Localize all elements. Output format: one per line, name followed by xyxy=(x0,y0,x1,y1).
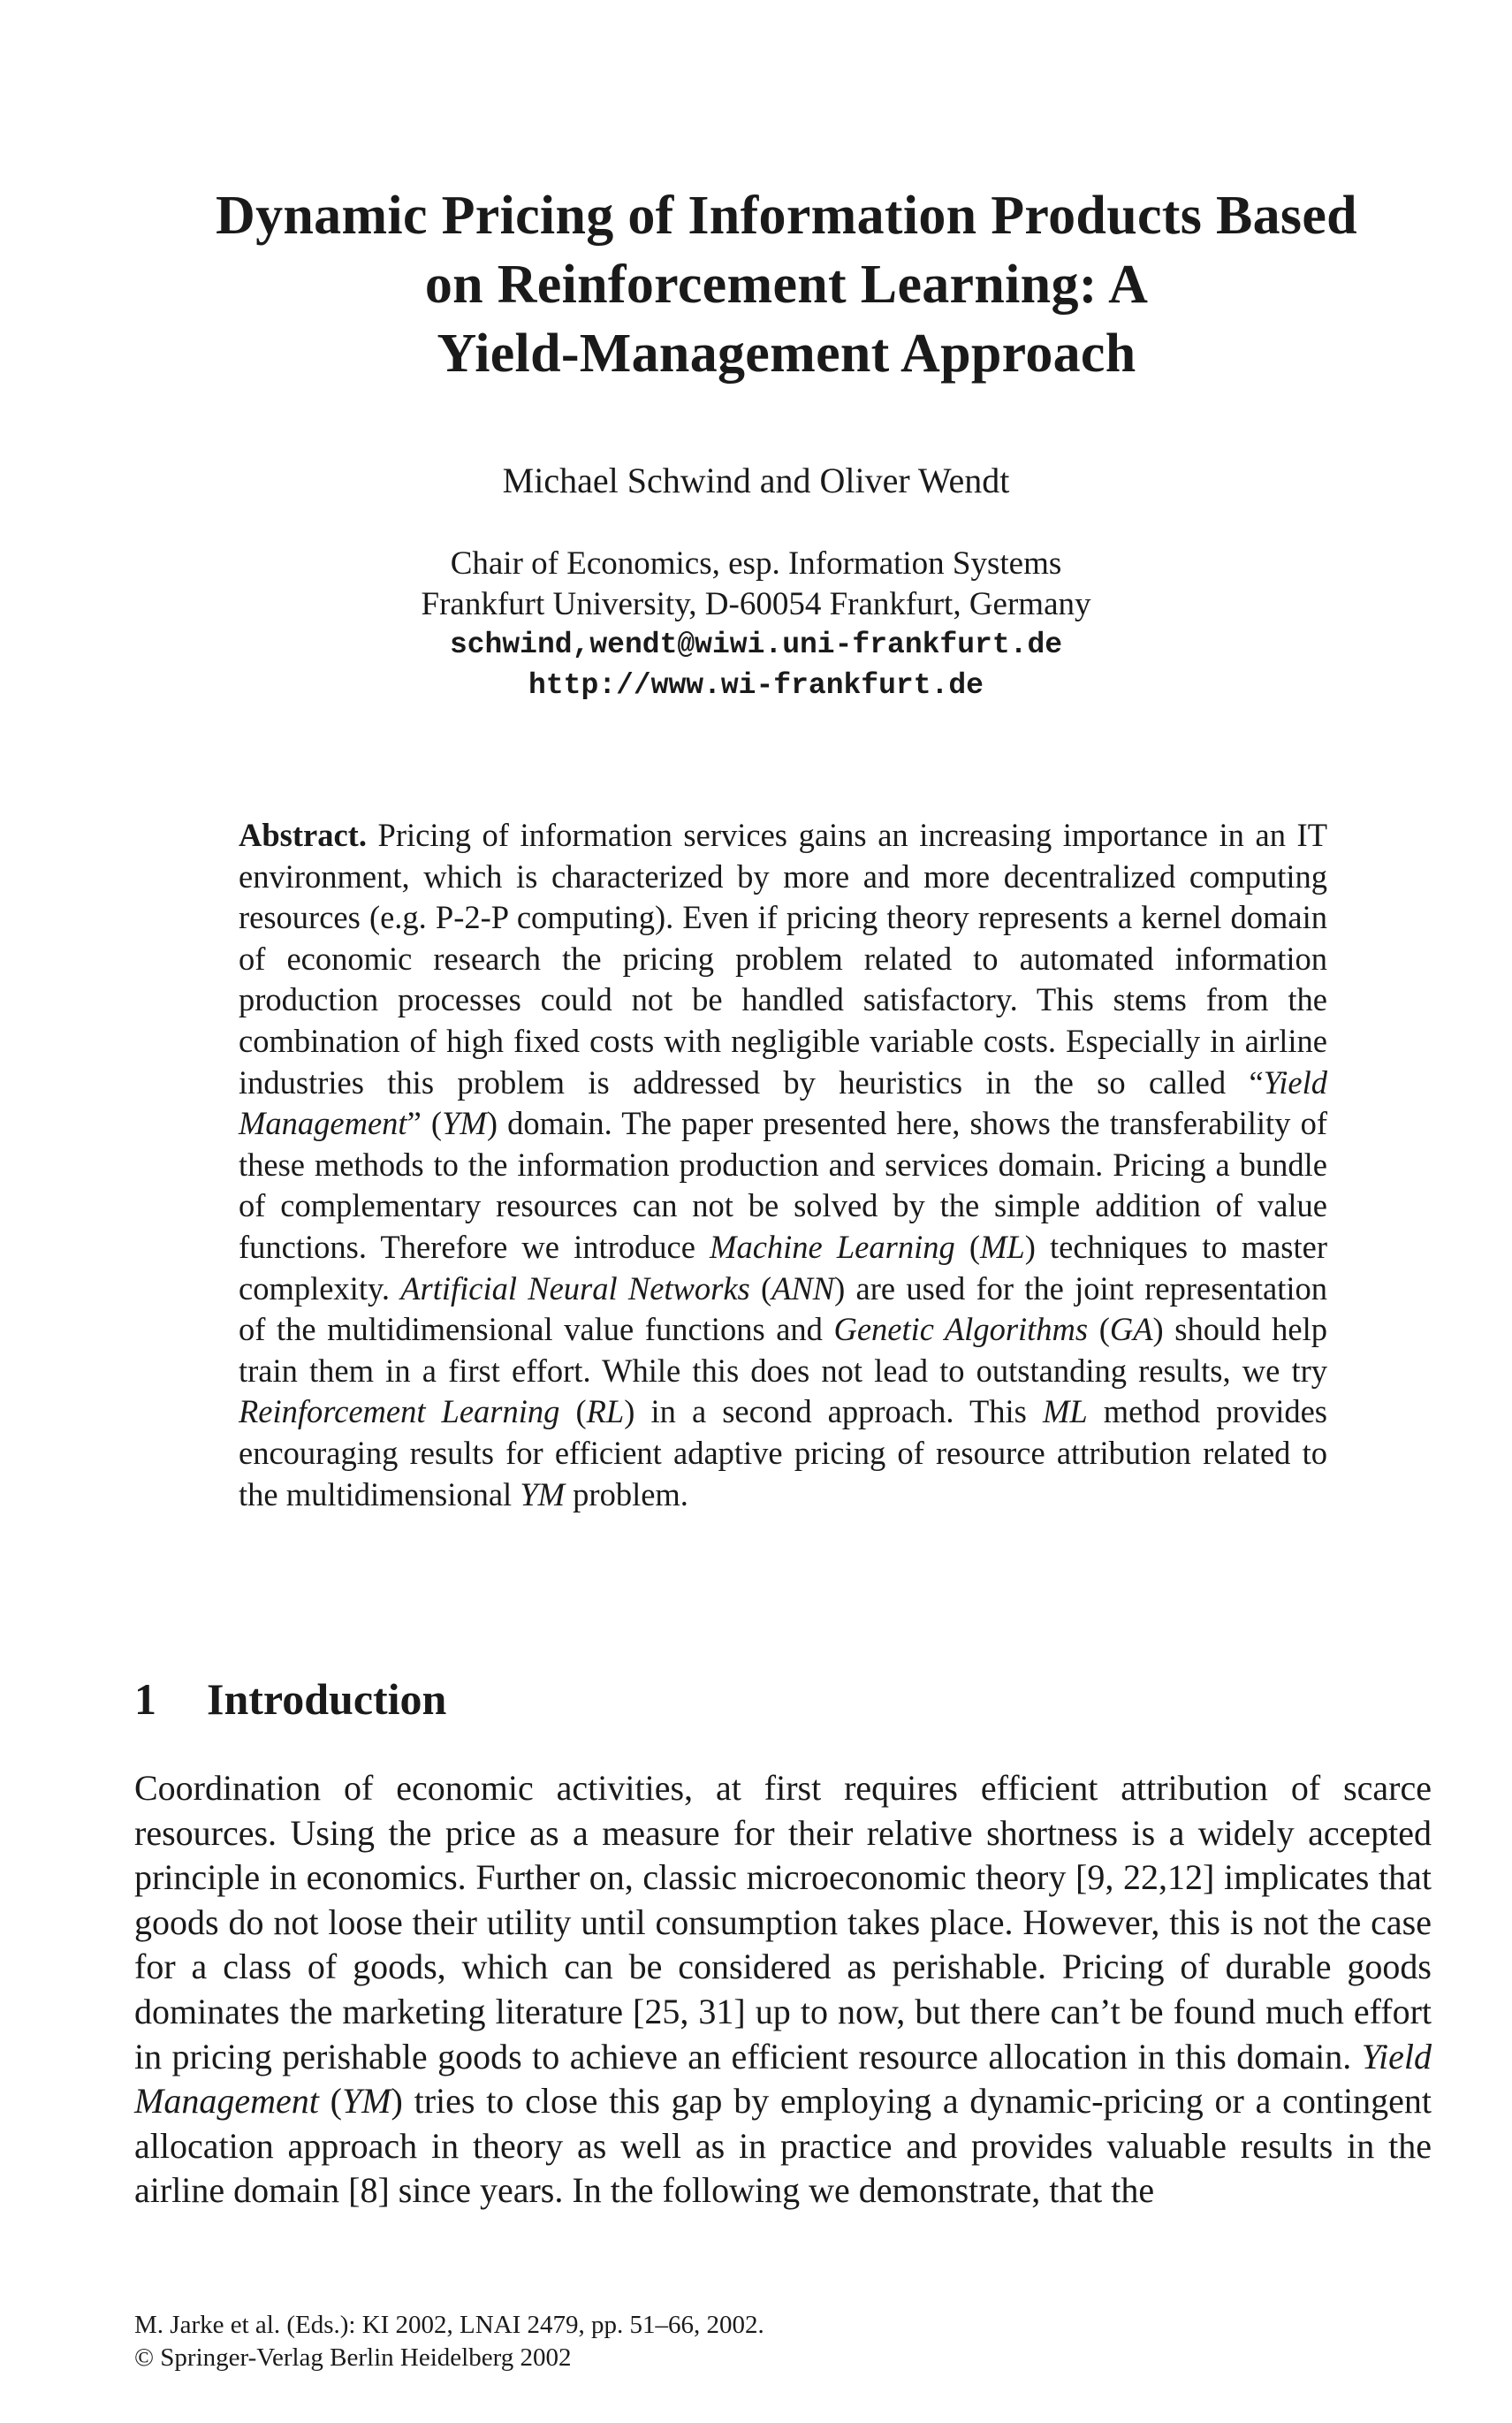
abstract-body xyxy=(239,817,1327,1512)
abstract-label: Abstract. xyxy=(239,817,367,853)
text-run: Pricing of information services gains an increasing importance in an IT environment, which is characterized by more and more decentralized computing resources (e.g. P-2-P computing). Even if pricing theory represents a kernel domain of economic research the pricing problem related to automated information production processes could not be handled satisfactory. This stems from the combination of high fixed costs with negligible variable costs. Especially in airline industries this problem is addressed by heuristics in the so called “ xyxy=(239,817,1327,1101)
text-run: ) should help train them in a first effort. While this does not lead to outstanding results, we try xyxy=(239,1311,1327,1389)
footer-line: M. Jarke et al. (Eds.): KI 2002, LNAI 2479, pp. 51–66, 2002. xyxy=(134,2311,764,2339)
text-run: ) in a second approach. This xyxy=(624,1393,1043,1430)
italic-term: YM xyxy=(520,1475,566,1512)
italic-term: Yield Management xyxy=(134,2036,1432,2122)
title-line: on Reinforcement Learning: A xyxy=(424,255,1149,315)
text-run: ) domain. The paper presented here, shows the transferability of these methods to the information production and services domain. Pricing a bundle of complementary resources can not be solved by the simple addition of value functions. Therefore we introduce xyxy=(239,1105,1327,1265)
affiliation-line: Frankfurt University, D-60054 Frankfurt, Germany xyxy=(421,586,1091,622)
abstract xyxy=(239,815,1327,1515)
italic-term: Artificial Neural Networks xyxy=(400,1269,750,1307)
text-run: ( xyxy=(749,1269,772,1307)
italic-term: ML xyxy=(980,1228,1025,1265)
affiliation-block xyxy=(0,544,1512,706)
italic-term: Reinforcement Learning xyxy=(239,1393,560,1430)
title-line: Dynamic Pricing of Information Products Based xyxy=(216,186,1357,246)
title-line: Yield-Management Approach xyxy=(437,324,1136,384)
text-run: ) tries to close this gap by employing a dynamic-pricing or a contingent allocation approach in theory as well as in practice and provides valuable results in the airline domain [8] since years. In the following we demonstrate, that the xyxy=(134,2081,1432,2211)
italic-term: Genetic Algorithms xyxy=(833,1311,1089,1348)
author-email[interactable]: schwind,wendt@wiwi.uni-frankfurt.de xyxy=(449,629,1063,661)
text-run: ( xyxy=(1088,1311,1110,1348)
text-run: ) are used for the joint representation of the multidimensional value functions and xyxy=(239,1269,1327,1348)
italic-term: ML xyxy=(1042,1393,1088,1430)
paper-title xyxy=(106,181,1467,388)
italic-term: Yield Management xyxy=(239,1063,1327,1142)
author-list: Michael Schwind and Oliver Wendt xyxy=(502,461,1010,500)
section-heading xyxy=(134,1672,446,1726)
text-run: ) techniques to master complexity. xyxy=(239,1228,1327,1307)
text-run: Coordination of economic activities, at first requires efficient attribution of scarce resources. Using the price as a measure for their relative shortness is a widely accepted principle in economics. Further on, classic microeconomic theory [9, 22,12] implicates that goods do not loose their utility until consumption takes place. However, this is not the case for a class of goods, which can be considered as perishable. Pricing of durable goods dominates the marketing literature [25, 31] up to now, but there can’t be found much effort in pricing perishable goods to achieve an efficient resource allocation in this domain. xyxy=(134,1768,1432,2076)
affiliation-line: Chair of Economics, esp. Information Systems xyxy=(450,545,1062,582)
section-number: 1 xyxy=(134,1674,156,1724)
introduction-paragraph xyxy=(134,1766,1432,2213)
italic-term: GA xyxy=(1109,1311,1153,1348)
copyright-line: © Springer-Verlag Berlin Heidelberg 2002 xyxy=(134,2343,572,2372)
footer-citation xyxy=(134,2309,764,2374)
text-run: ” ( xyxy=(406,1105,443,1142)
text-run: method provides encouraging results for efficient adaptive pricing of resource attribution related to the multidimensional xyxy=(239,1393,1327,1512)
italic-term: RL xyxy=(586,1393,625,1430)
italic-term: YM xyxy=(341,2081,391,2122)
section-title: Introduction xyxy=(207,1674,447,1724)
italic-term: ANN xyxy=(771,1269,835,1307)
italic-term: YM xyxy=(442,1105,487,1142)
text-run: ( xyxy=(954,1228,980,1265)
institute-url[interactable]: http://www.wi-frankfurt.de xyxy=(528,669,984,702)
italic-term: Machine Learning xyxy=(710,1228,955,1265)
text-run: problem. xyxy=(565,1475,688,1512)
text-run: ( xyxy=(559,1393,587,1430)
text-run: ( xyxy=(318,2081,342,2122)
